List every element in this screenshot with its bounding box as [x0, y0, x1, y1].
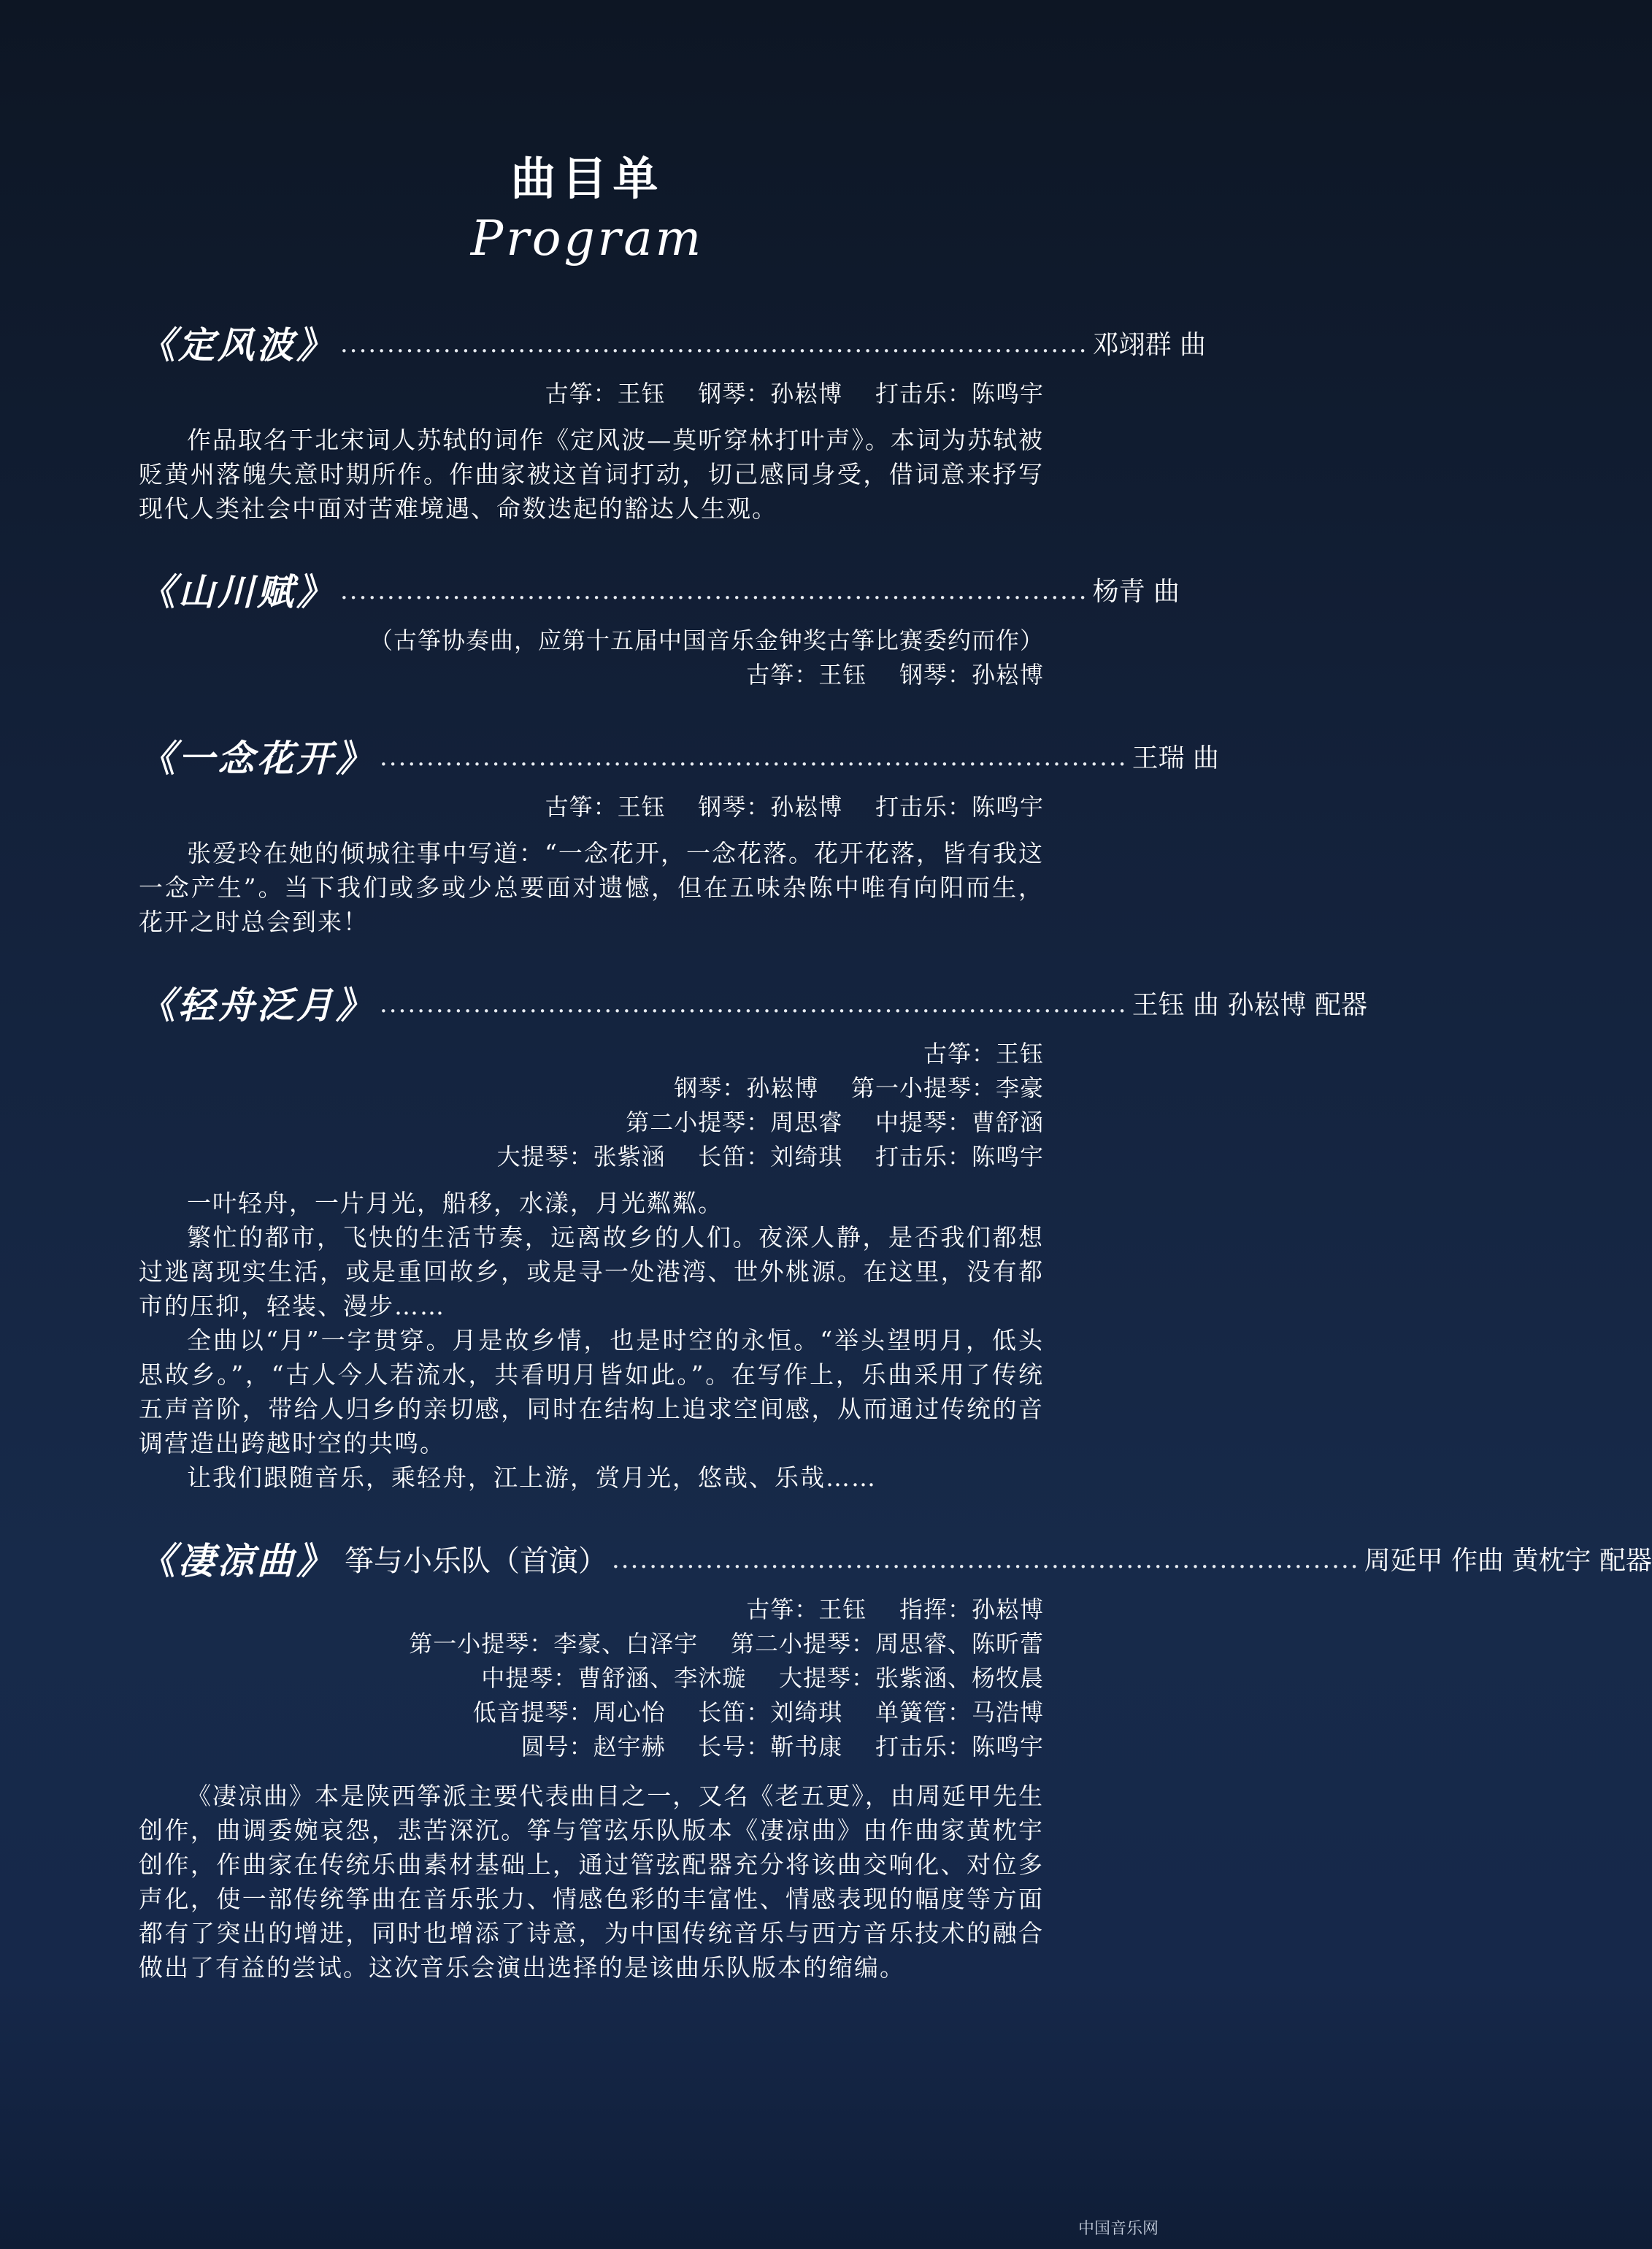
- dot-leader: ················································································: [380, 750, 1128, 779]
- piece-description: [139, 1779, 1044, 1985]
- description-paragraph: 一叶轻舟，一片月光，船移，水漾，月光粼粼。: [187, 1189, 723, 1217]
- program-item: [139, 974, 1367, 1495]
- description-paragraph: 繁忙的都市，飞快的生活节奏，远离故乡的人们。夜深人静，是否我们都想过逃离现实生活，或是重回故乡，或是寻一处港湾、世外桃源。在这里，没有都市的压抑，轻装、漫步……: [139, 1223, 1044, 1320]
- dot-leader: ················································································: [612, 1552, 1360, 1582]
- program-item-title-line: [139, 974, 1367, 1037]
- program-header: [0, 150, 1175, 268]
- performer-line: 低音提琴：周心怡 长笛：刘绮琪 单簧管：马浩博: [472, 1698, 1044, 1726]
- piece-composer: 周延甲 作曲 黄枕宇 配器: [1364, 1546, 1652, 1576]
- piece-composer: 邓翊群 曲: [1092, 330, 1207, 360]
- performer-line: 古筝：王钰 钢琴：孙崧博: [746, 661, 1044, 689]
- program-item: [139, 561, 1180, 692]
- piece-title: 《山川赋》: [139, 570, 336, 613]
- description-paragraph: 张爱玲在她的倾城往事中写道：“一念花开，一念花落。花开花落，皆有我这一念产生”。当下我们或多或少总要面对遗憾，但在五味杂陈中唯有向阳而生，花开之时总会到来！: [139, 839, 1044, 936]
- site-logo: 中国音乐网: [1077, 2220, 1159, 2238]
- performer-line: 圆号：赵宇赫 长号：靳书康 打击乐：陈鸣宇: [520, 1733, 1044, 1760]
- performer-line: 古筝：王钰: [923, 1040, 1044, 1068]
- dot-leader: ················································································: [380, 997, 1128, 1026]
- program-item-title-line: [139, 561, 1180, 624]
- performer-line: 大提琴：张紫涵 长笛：刘绮琪 打击乐：陈鸣宇: [496, 1143, 1044, 1171]
- piece-description: [139, 423, 1044, 526]
- page-subtitle: Program: [470, 210, 704, 267]
- program-list: [139, 314, 1652, 1985]
- program-item: [139, 1530, 1652, 1985]
- performer-line: 钢琴：孙崧博 第一小提琴：李豪: [674, 1074, 1044, 1102]
- program-item-title-line: [139, 727, 1220, 790]
- description-paragraph: 全曲以“月”一字贯穿。月是故乡情，也是时空的永恒。“举头望明月，低头思故乡。”，“古人今人若流水，共看明月皆如此。”。在写作上，乐曲采用了传统五声音阶，带给人归乡的亲切感，同时在结构上追求空间感，从而通过传统的音调营造出跨越时空的共鸣。: [139, 1326, 1044, 1457]
- description-paragraph: 《凄凉曲》本是陕西筝派主要代表曲目之一，又名《老五更》，由周延甲先生创作，曲调委婉哀怨，悲苦深沉。筝与管弦乐队版本《凄凉曲》由作曲家黄枕宇创作，作曲家在传统乐曲素材基础上，通过管弦配器充分将该曲交响化、对位多声化，使一部传统筝曲在音乐张力、情感色彩的丰富性、情感表现的幅度等方面都有了突出的增进，同时也增添了诗意，为中国传统音乐与西方音乐技术的融合做出了有益的尝试。这次音乐会演出选择的是该曲乐队版本的缩编。: [139, 1782, 1044, 1982]
- piece-description: [139, 836, 1044, 939]
- performer-line: （古筝协奏曲，应第十五届中国音乐金钟奖古筝比赛委约而作）: [369, 627, 1044, 654]
- piece-description: [139, 1186, 1044, 1495]
- piece-title: 《凄凉曲》: [139, 1539, 336, 1582]
- piece-title: 《定风波》: [139, 323, 336, 367]
- description-paragraph: 作品取名于北宋词人苏轼的词作《定风波—莫听穿林打叶声》。本词为苏轼被贬黄州落魄失意时期所作。作曲家被这首词打动，切己感同身受，借词意来抒写现代人类社会中面对苦难境遇、命数迭起的豁达人生观。: [139, 426, 1044, 523]
- program-item: [139, 727, 1220, 939]
- performer-line: 古筝：王钰 钢琴：孙崧博 打击乐：陈鸣宇: [545, 380, 1044, 407]
- piece-title: 《轻舟泛月》: [139, 984, 375, 1027]
- dot-leader: ················································································: [340, 583, 1088, 613]
- performer-line: 第二小提琴：周思睿 中提琴：曹舒涵: [626, 1108, 1044, 1136]
- performer-line: 古筝：王钰 钢琴：孙崧博 打击乐：陈鸣宇: [545, 793, 1044, 821]
- program-item-title-line: [139, 314, 1207, 377]
- piece-composer: 王钰 曲 孙崧博 配器: [1132, 990, 1367, 1020]
- description-paragraph: 让我们跟随音乐，乘轻舟，江上游，赏月光，悠哉、乐哉……: [187, 1463, 877, 1492]
- piece-composer: 杨青 曲: [1092, 577, 1180, 607]
- piece-composer: 王瑞 曲: [1132, 743, 1220, 773]
- dot-leader: ················································································: [340, 337, 1088, 366]
- performer-line: 古筝：王钰 指挥：孙崧博: [746, 1595, 1044, 1623]
- program-item: [139, 314, 1207, 526]
- performer-line: 中提琴：曹舒涵、李沐璇 大提琴：张紫涵、杨牧晨: [481, 1664, 1044, 1692]
- piece-title-extra: 筝与小乐队（首演）: [345, 1544, 607, 1578]
- page-title: 曲目单: [510, 152, 664, 205]
- program-item-title-line: [139, 1530, 1652, 1593]
- piece-title: 《一念花开》: [139, 737, 375, 780]
- performer-line: 第一小提琴：李豪、白泽宇 第二小提琴：周思睿、陈昕蕾: [409, 1630, 1044, 1658]
